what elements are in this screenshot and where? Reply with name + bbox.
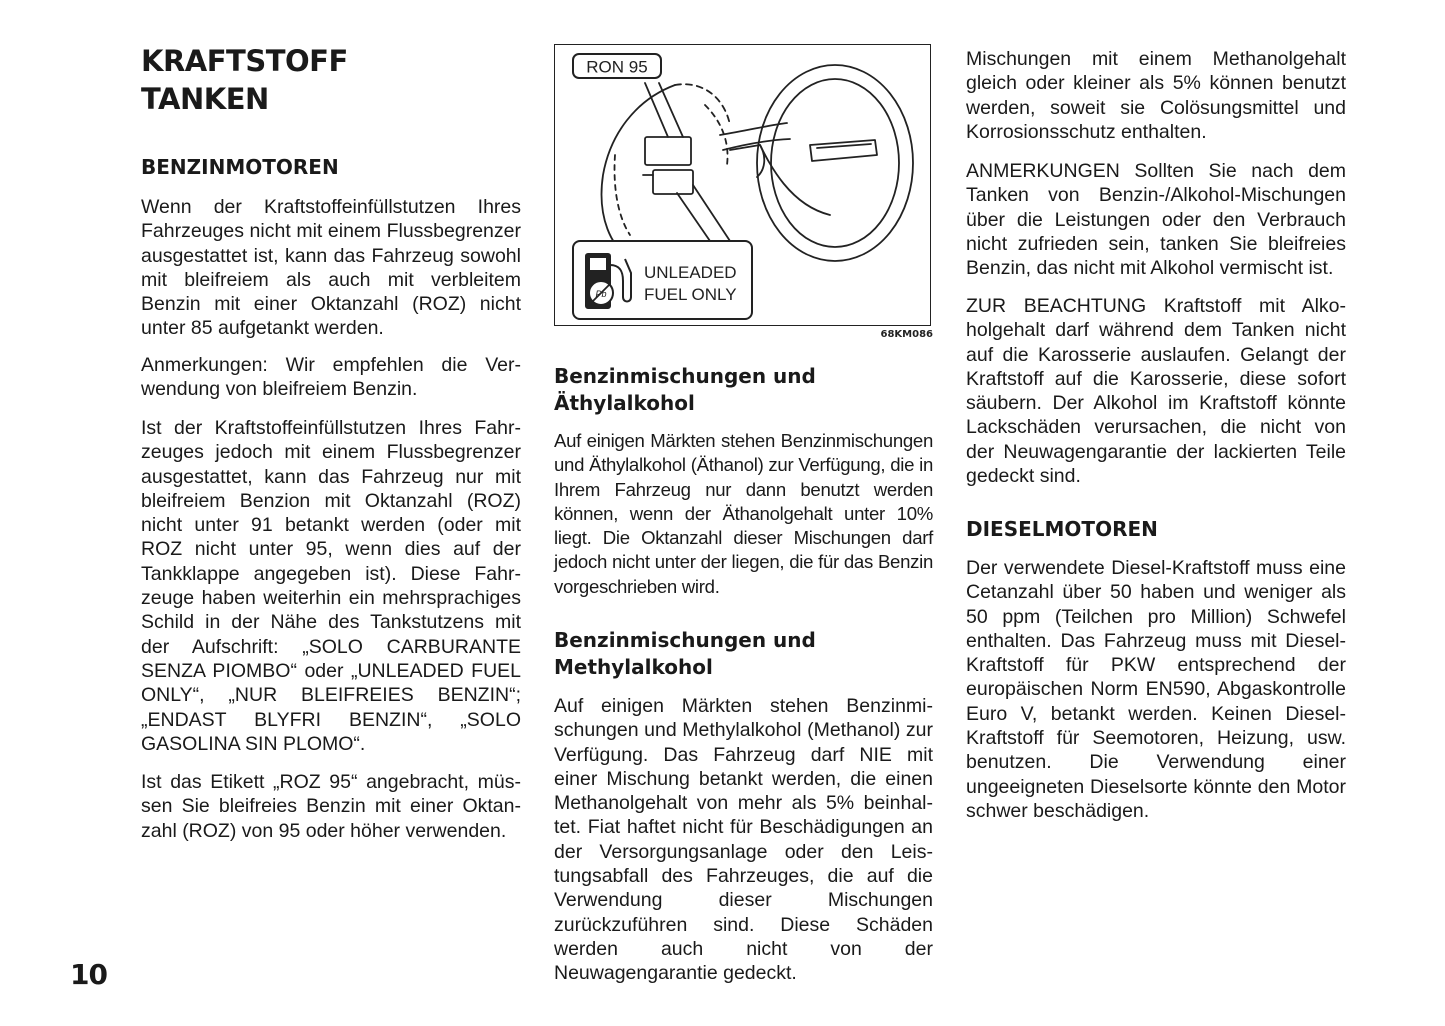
page-title: KRAFTSTOFF TANKEN bbox=[141, 44, 348, 116]
heading-dieselmotoren: DIESELMOTOREN bbox=[966, 517, 1158, 541]
heading-methylalkohol: Benzinmischungen und Methylalkohol bbox=[554, 628, 816, 679]
page-number: 10 bbox=[70, 958, 107, 991]
pb-symbol: Pb bbox=[595, 289, 607, 299]
paragraph-zur-beachtung: ZUR BEACHTUNG Kraftstoff mit Alkoholgehalt darf während dem Tanken nicht auf die Karosserie auslaufen. Gelangt der Kraftstoff auf die Karosserie, diese sofort säubern. Der Alkohol im Kraftstoff könnte Lackschäden verursachen, die nicht von der Neuwagengarantie der lackierten Teile gedeckt sind. bbox=[966, 295, 1346, 488]
paragraph-methanolgehalt: Mischungen mit einem Methanolgehalt gleich oder kleiner als 5% können benutzt werden, soweit sie Colösungsmittel und Korrosionsschutz enthalten. bbox=[966, 48, 1346, 143]
unleaded-label-line1: UNLEADED bbox=[644, 263, 737, 282]
paragraph-diesel: Der verwendete Diesel-Kraftstoff muss eine Cetanzahl über 50 haben und weniger als 50 ppm (Teilchen pro Million) Schwefel enthalten. Das Fahrzeug muss mit Diesel-Kraftstoff für PKW entsprechend der europäischen Norm EN590, Abgaskontrolle Euro V, betankt werden. Keinen Diesel-Kraftstoff für Seemotoren, Heizung, usw. benutzen. Die Verwendung einer ungeeigneten Dieselsorte könnte den Motor schwer beschädigen. bbox=[966, 557, 1346, 822]
heading-benzinmotoren: BENZINMOTOREN bbox=[141, 155, 339, 179]
paragraph-methanol: Auf einigen Märkten stehen Benzinmischungen und Methylalkohol (Methanol) zur Verfügung. Das Fahrzeug darf NIE mit einer Mischung betankt werden, die einen Methanolgehalt von mehr als 5% beinhaltet. Fiat haftet nicht für Beschädigungen an der Versorgungsanlage oder den Leistungsabfall des Fahrzeuges, die auf die Verwendung dieser Mischungen zurückzuführen sind. Diese Schäden werden auch nicht von der Neuwagengarantie gedeckt. bbox=[554, 695, 933, 985]
heading-aethylalkohol: Benzinmischungen und Äthylalkohol bbox=[554, 364, 816, 415]
paragraph-bleifrei: Ist der Kraftstoffeinfüllstutzen Ihres Fahrzeuges jedoch mit einem Flussbegrenzer ausgestattet, kann das Fahrzeug nur mit bleifreiem Benzion mit Oktanzahl (ROZ) nicht unter 91 betankt werden (oder mit ROZ nicht unter 95, wenn dies auf der Tankklappe angegeben ist). Diese Fahrzeuge haben weiterhin ein mehrsprachiges Schild in der Nähe des Tankstutzens mit der Aufschrift: „SOLO CARBURANTE SENZA PIOMBO“ oder „UNLEADED FUEL ONLY“, „NUR BLEIFREIES BENZIN“; „ENDAST BLYFRI BENZIN“, „SOLO GASOLINA SIN PLOMO“. bbox=[141, 417, 521, 755]
figure-code: 68KM086 bbox=[880, 329, 933, 340]
paragraph-aethanol: Auf einigen Märkten stehen Benzinmischungen und Äthylalkohol (Äthanol) zur Verfügung, die in Ihrem Fahrzeug nur dann benutzt werden können, wenn der Äthanolgehalt unter 10% liegt. Die Oktanzahl dieser Mischungen darf jedoch nicht unter der liegen, die für das Benzin vorgeschrieben wird. bbox=[554, 430, 933, 597]
unleaded-label-line2: FUEL ONLY bbox=[644, 285, 737, 304]
fuel-door-drawing bbox=[555, 45, 929, 324]
fuel-cap-illustration bbox=[554, 44, 931, 326]
paragraph-roz95: Ist das Etikett „ROZ 95“ angebracht, müssen Sie bleifreies Benzin mit einer Oktanzahl (ROZ) von 95 oder höher verwenden. bbox=[141, 771, 521, 842]
paragraph-flussbegrenzer: Wenn der Kraftstoffeinfüllstutzen Ihres Fahrzeuges nicht mit einem Flussbegrenzer ausgestattet ist, kann das Fahrzeug sowohl mit bleifreiem als auch mit verbleitem Benzin mit einer Oktanzahl (ROZ) nicht unter 85 aufgetankt werden. bbox=[141, 196, 521, 340]
paragraph-anmerkungen-alkohol: ANMERKUNGEN Sollten Sie nach dem Tanken von Benzin-/Alkohol-Mischungen über die Leistungen oder den Verbrauch nicht zufrieden sein, tanken Sie bleifreies Benzin, das nicht mit Alkohol vermischt ist. bbox=[966, 160, 1346, 280]
paragraph-anmerkungen: Anmerkungen: Wir empfehlen die Verwendung von bleifreiem Benzin. bbox=[141, 354, 521, 401]
ron95-label: RON 95 bbox=[586, 57, 648, 77]
